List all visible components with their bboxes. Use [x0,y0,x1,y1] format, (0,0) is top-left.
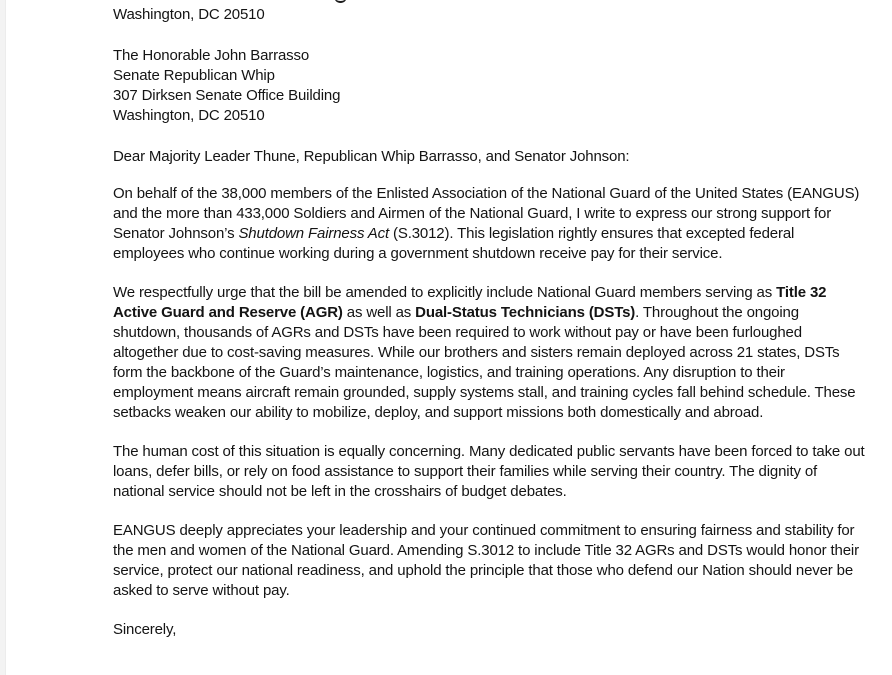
text-run: as well as [342,304,416,321]
text-run: (S.3012). This legislation rightly ensures that excepted federal employees who continue working during a government shutdown receive pay for their service. [113,225,795,262]
closing-salutation: Sincerely, [113,621,177,638]
address-line: The Honorable John Barrasso [113,47,310,64]
address-line: Washington, DC 20510 [113,6,265,23]
text-run: . Throughout the ongoing shutdown, thousands of AGRs and DSTs have been required to work without pay or have been furloughed altogether due to cost-saving measures. While our brothers and sisters remain deployed across 21 states, DSTs form the backbone of the Guard’s maintenance, logistics, and training operations. Any disruption to their employment means aircraft remain grounded, supply systems stall, and training cycles fall behind schedule. These setbacks weaken our ability to mobilize, deploy, and support missions both domestically and abroad. [113,304,856,421]
letter-body [113,5,868,640]
recipient-address-block-partial [113,5,868,25]
text-run: EANGUS deeply appreciates your leadership and your continued commitment to ensuring fairness and stability for the men and women of the National Guard. Amending S.3012 to include Title 32 AGRs and DSTs would honor their service, protect our national readiness, and uphold the principle that those who defend our Nation should never be asked to serve without pay. [113,522,859,599]
paragraph-amendment-request [113,283,868,423]
address-line: Washington, DC 20510 [113,107,265,124]
address-line: 307 Dirksen Senate Office Building [113,87,341,104]
text-run: Title 32 Active Guard and Reserve (AGR) [113,284,827,321]
paragraph-support-statement [113,184,868,264]
text-run: On behalf of the 38,000 members of the Enlisted Association of the National Guard of the United States (EANGUS) and the more than 433,000 Soldiers and Airmen of the National Guard, I write to express our strong support for Senator Johnson’s [113,185,860,242]
paragraph-appreciation [113,521,868,601]
text-run: Shutdown Fairness Act [238,225,389,242]
clipped-line-fragment [334,0,347,3]
recipient-address-block [113,46,868,126]
salutation: Dear Majority Leader Thune, Republican Whip Barrasso, and Senator Johnson: [113,148,630,165]
page-left-gutter [0,0,6,675]
text-run: The human cost of this situation is equally concerning. Many dedicated public servants have been forced to take out loans, defer bills, or rely on food assistance to support their families while serving their country. The dignity of national service should not be left in the crosshairs of budget debates. [113,443,865,500]
paragraph-human-cost [113,442,868,502]
address-line: Senate Republican Whip [113,67,275,84]
text-run: We respectfully urge that the bill be amended to explicitly include National Guard members serving as [113,284,777,301]
text-run: Dual-Status Technicians (DSTs) [415,304,636,321]
